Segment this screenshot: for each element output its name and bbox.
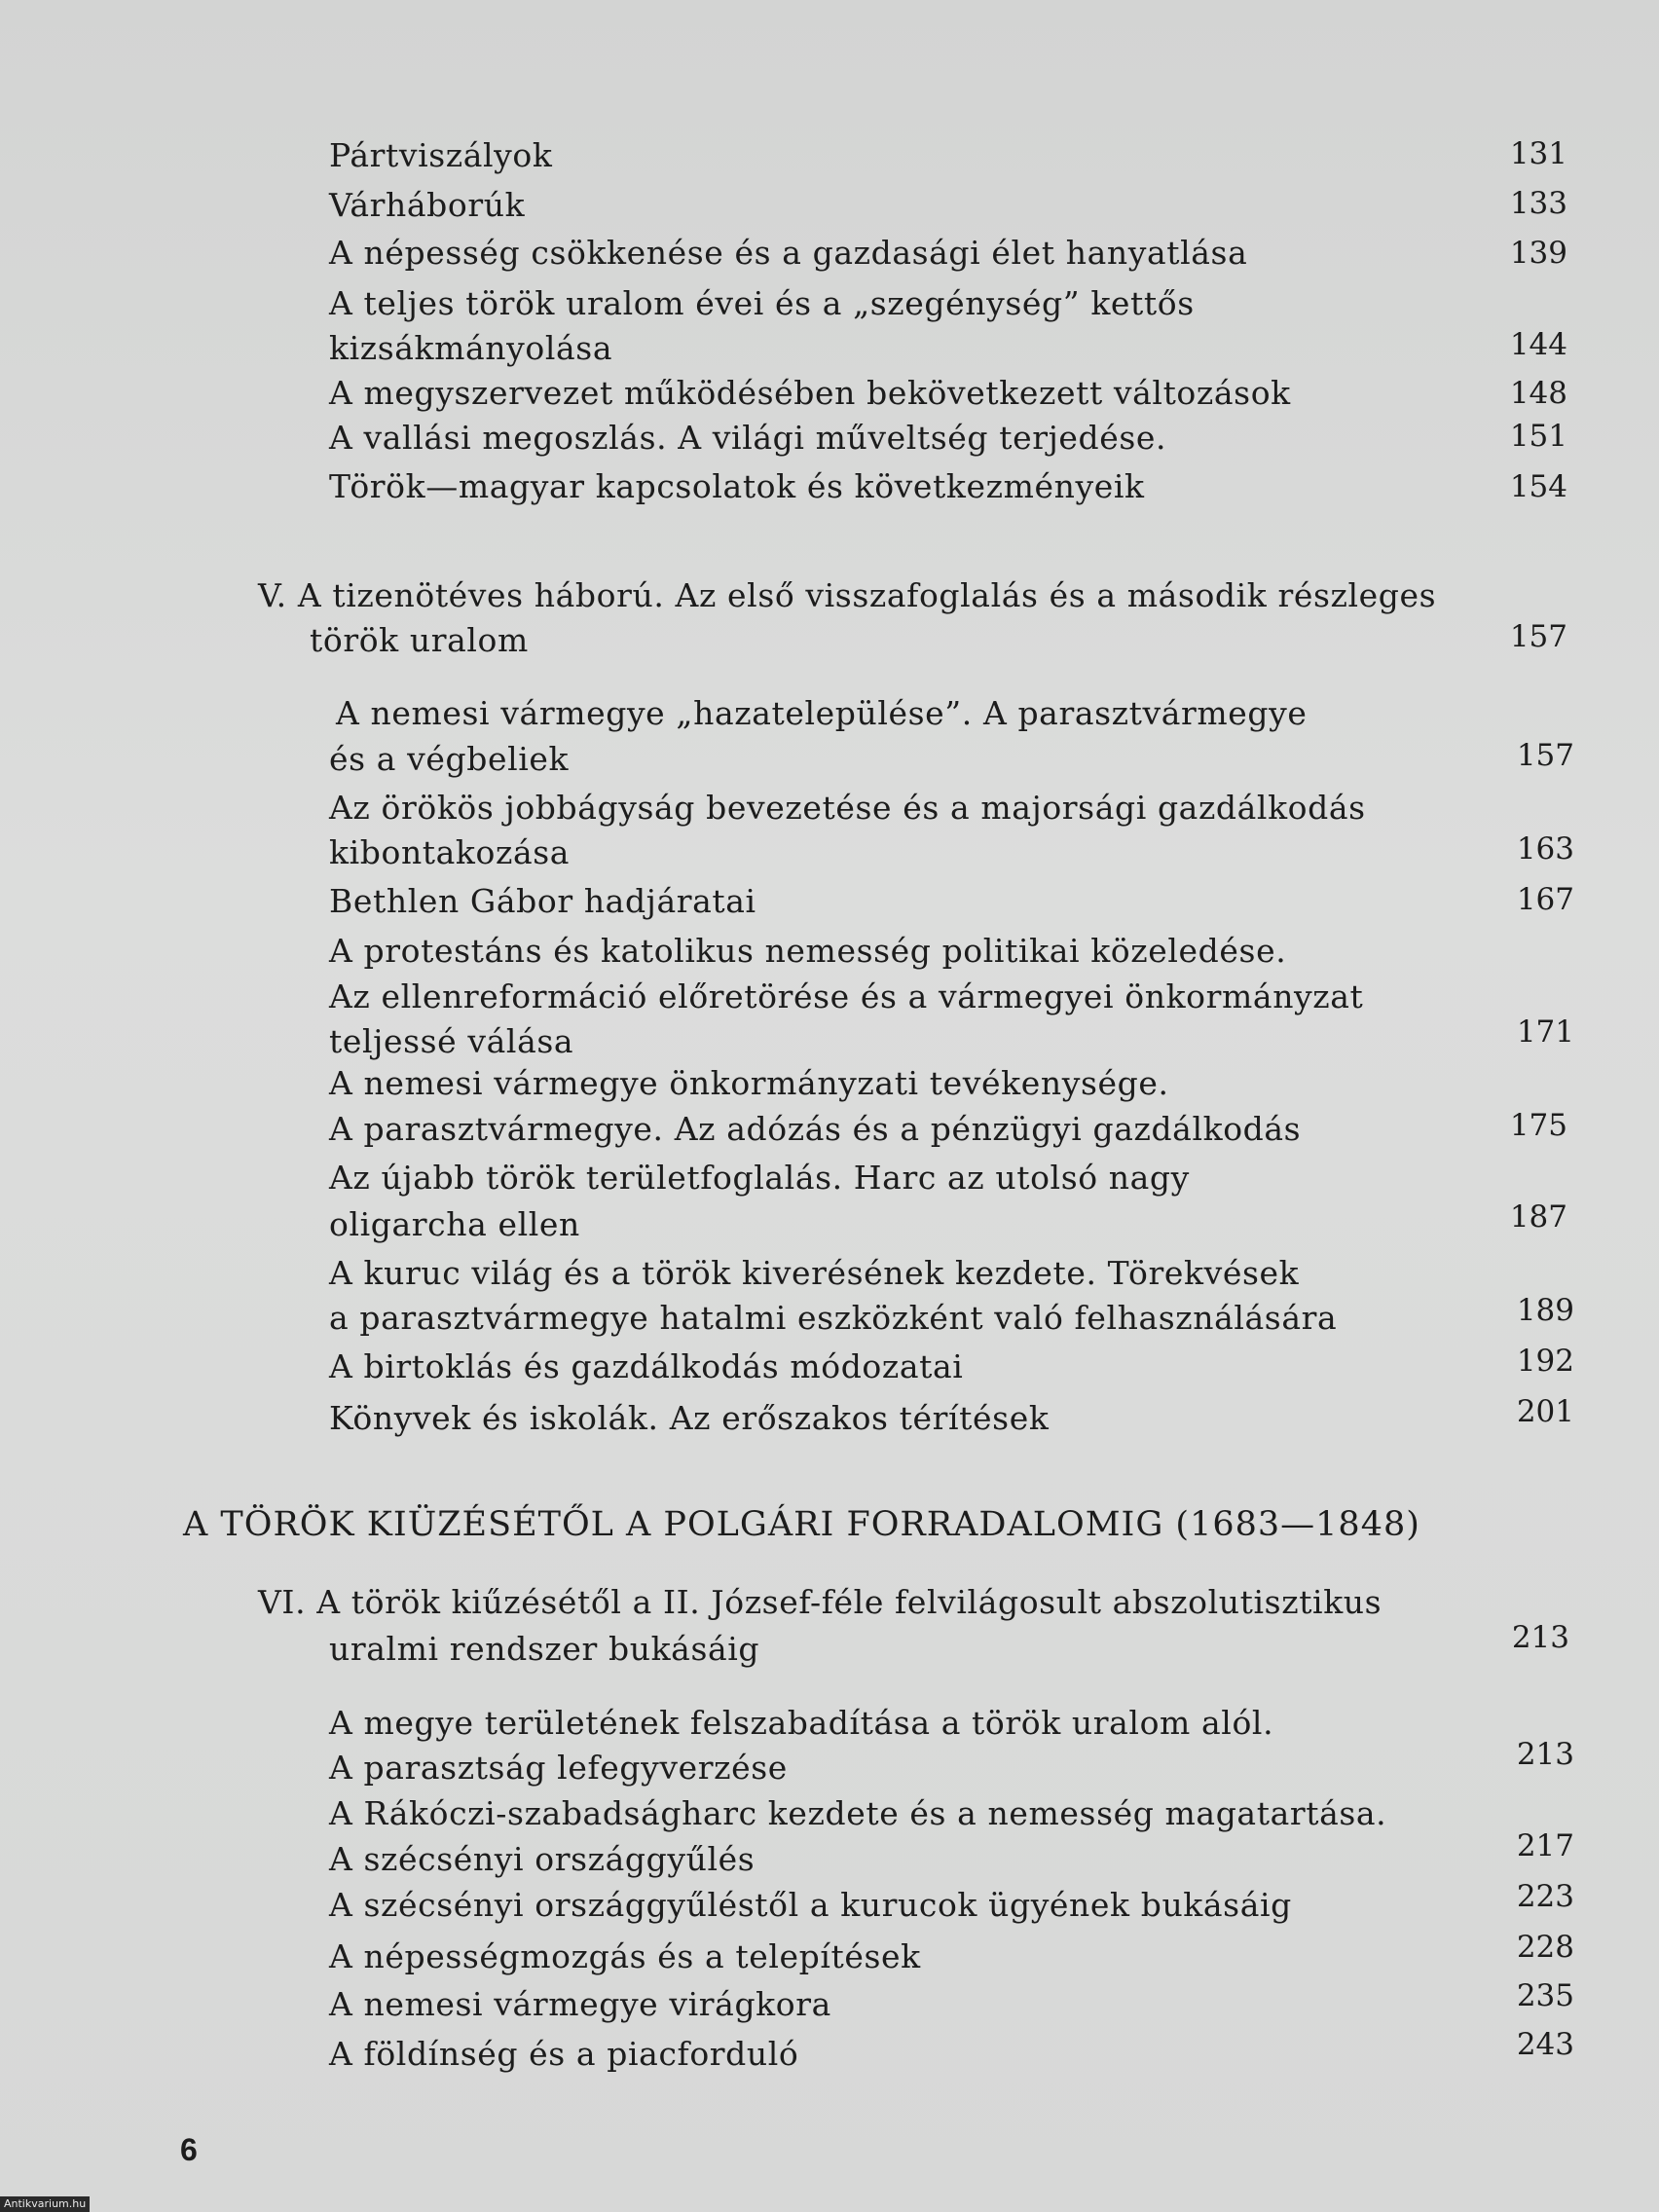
toc-entry-page: 171 bbox=[1516, 1014, 1574, 1050]
page-number: 6 bbox=[180, 2132, 198, 2167]
toc-entry-title: A protestáns és katolikus nemesség politikai közeledése. bbox=[329, 932, 1287, 970]
toc-entry-page: 213 bbox=[1516, 1737, 1574, 1772]
toc-entry-page: 243 bbox=[1516, 2027, 1574, 2062]
toc-entry-page: 144 bbox=[1509, 327, 1567, 362]
part-heading: A TÖRÖK KIÜZÉSÉTŐL A POLGÁRI FORRADALOMIG (1683—1848) bbox=[183, 1505, 1420, 1544]
toc-entry-page: 131 bbox=[1509, 136, 1567, 171]
toc-entry-page: 163 bbox=[1516, 831, 1574, 866]
toc-entry-title: Török—magyar kapcsolatok és következményeik bbox=[329, 467, 1145, 505]
toc-entry-page: 157 bbox=[1516, 738, 1574, 773]
toc-entry-title: Az újabb török területfoglalás. Harc az utolsó nagy bbox=[329, 1159, 1190, 1197]
toc-entry-title: A nemesi vármegye önkormányzati tevékenysége. bbox=[329, 1064, 1169, 1102]
toc-entry-page: 154 bbox=[1509, 469, 1567, 504]
toc-entry-title: A népesség csökkenése és a gazdasági élet hanyatlása bbox=[329, 234, 1248, 272]
chapter-heading-cont: uralmi rendszer bukásáig bbox=[329, 1630, 760, 1668]
toc-entry-page: 187 bbox=[1509, 1199, 1567, 1235]
chapter-page: 157 bbox=[1509, 619, 1567, 654]
toc-entry-title: A teljes török uralom évei és a „szegénység” kettős bbox=[329, 284, 1195, 322]
toc-entry-title: A Rákóczi-szabadságharc kezdete és a nemesség magatartása. bbox=[329, 1794, 1387, 1832]
toc-entry-title-cont: kibontakozása bbox=[329, 833, 571, 871]
toc-entry-page: 133 bbox=[1509, 186, 1567, 221]
toc-entry-title-cont: teljessé válása bbox=[329, 1022, 574, 1060]
toc-entry-title-cont: oligarcha ellen bbox=[329, 1205, 580, 1243]
toc-entry-title: A birtoklás és gazdálkodás módozatai bbox=[329, 1347, 964, 1385]
toc-entry-title: Könyvek és iskolák. Az erőszakos térítések bbox=[329, 1399, 1050, 1437]
toc-entry-title: Az örökös jobbágyság bevezetése és a majorsági gazdálkodás bbox=[329, 789, 1366, 827]
toc-entry-title: A parasztvármegye. Az adózás és a pénzügyi gazdálkodás bbox=[329, 1110, 1302, 1148]
toc-entry-title-cont: A szécsényi országgyűlés bbox=[329, 1840, 756, 1878]
toc-entry-title: A megyszervezet működésében bekövetkezett változások bbox=[329, 374, 1291, 412]
toc-entry-page: 167 bbox=[1516, 882, 1574, 917]
toc-entry-page: 201 bbox=[1516, 1394, 1574, 1429]
toc-entry-page: 151 bbox=[1509, 419, 1567, 454]
chapter-heading: VI. A török kiűzésétől a II. József-féle felvilágosult abszolutisztikus bbox=[258, 1583, 1382, 1621]
toc-entry-page: 139 bbox=[1509, 236, 1567, 271]
watermark: Antikvarium.hu bbox=[0, 2196, 90, 2212]
chapter-page: 213 bbox=[1511, 1620, 1569, 1655]
toc-entry-page: 235 bbox=[1516, 1978, 1574, 2013]
toc-entry-title: Várháborúk bbox=[329, 186, 526, 224]
toc-entry-title-cont: kizsákmányolása bbox=[329, 329, 613, 367]
chapter-heading: V. A tizenötéves háború. Az első visszafoglalás és a második részleges bbox=[258, 576, 1437, 614]
toc-entry-page: 228 bbox=[1516, 1930, 1574, 1965]
toc-entry-title: A vallási megoszlás. A világi műveltség terjedése. bbox=[329, 419, 1167, 457]
toc-entry-page: 175 bbox=[1509, 1108, 1567, 1143]
chapter-heading-cont: török uralom bbox=[310, 621, 529, 659]
toc-entry-title: A népességmozgás és a telepítések bbox=[329, 1937, 921, 1975]
toc-entry-title: A megye területének felszabadítása a török uralom alól. bbox=[329, 1704, 1274, 1742]
toc-entry-title: A nemesi vármegye „hazatelepülése”. A parasztvármegye bbox=[336, 694, 1308, 732]
toc-entry-title: A földínség és a piacforduló bbox=[329, 2035, 799, 2073]
toc-entry-page: 192 bbox=[1516, 1344, 1574, 1379]
toc-entry-title-cont: a parasztvármegye hatalmi eszközként való felhasználására bbox=[329, 1299, 1338, 1337]
toc-entry-title-cont: A parasztság lefegyverzése bbox=[329, 1749, 788, 1787]
toc-entry-title: A nemesi vármegye virágkora bbox=[329, 1985, 831, 2023]
toc-entry-page: 148 bbox=[1509, 376, 1567, 411]
toc-entry-title: A kuruc világ és a török kiverésének kezdete. Törekvések bbox=[329, 1254, 1300, 1292]
toc-entry-page: 189 bbox=[1516, 1293, 1574, 1328]
toc-entry-page: 217 bbox=[1516, 1828, 1574, 1863]
toc-entry-page: 223 bbox=[1516, 1879, 1574, 1914]
toc-entry-title: A szécsényi országgyűléstől a kurucok ügyének bukásáig bbox=[329, 1886, 1292, 1924]
toc-entry-title-cont: és a végbeliek bbox=[329, 740, 570, 778]
toc-entry-title-cont: Az ellenreformáció előretörése és a vármegyei önkormányzat bbox=[329, 977, 1364, 1015]
toc-entry-title: Bethlen Gábor hadjáratai bbox=[329, 882, 756, 920]
toc-entry-title: Pártviszályok bbox=[329, 136, 553, 174]
